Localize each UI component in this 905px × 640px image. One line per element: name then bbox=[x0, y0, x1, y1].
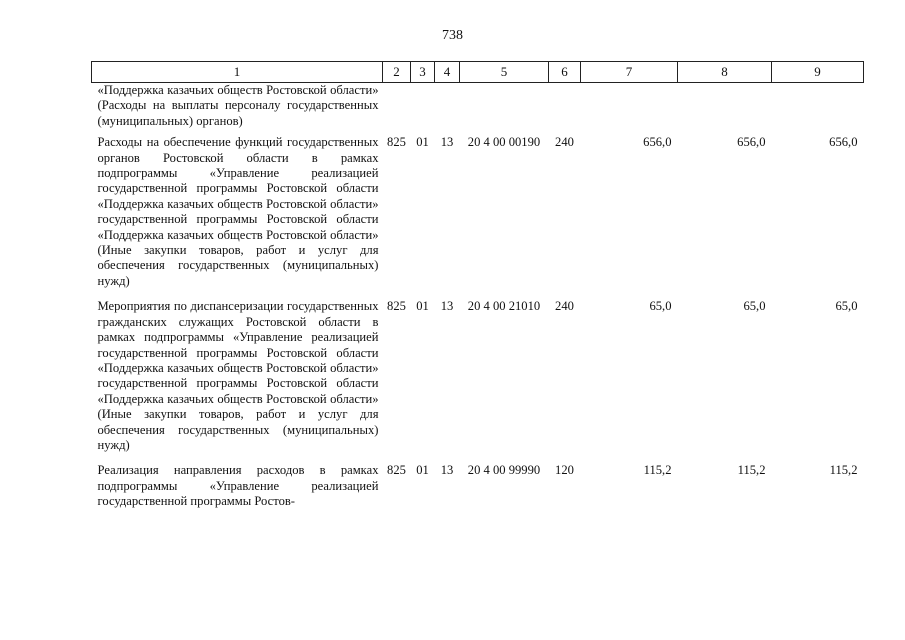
row-expense-type-code: 240 bbox=[555, 299, 574, 314]
header-col-subsection: 4 bbox=[435, 62, 460, 83]
header-col-description: 1 bbox=[92, 62, 383, 83]
table-row bbox=[92, 463, 864, 509]
row-subsection-code: 13 bbox=[440, 463, 454, 478]
header-col-section: 3 bbox=[411, 62, 435, 83]
table-row bbox=[92, 299, 864, 463]
row-amount-3: 115,2 bbox=[829, 463, 858, 478]
row-section-code: 01 bbox=[416, 299, 429, 314]
row-amount-2 bbox=[678, 83, 772, 136]
row-target-item-code bbox=[460, 83, 549, 136]
row-amount-1: 656,0 bbox=[643, 135, 672, 150]
row-section-code: 01 bbox=[416, 463, 429, 478]
row-description: Мероприятия по диспансеризации государственных гражданских служащих Ростовской области в рамках подпрограммы «Управление реализацией государственной программы Ростовской области «Поддержка казачьих обществ Ростовской области» государственной программы Ростовской области «Поддержка казачьих обществ Ростовской области» (Иные закупки товаров, работ и услуг для обеспечения государственных (муниципальных) нужд) bbox=[97, 299, 379, 452]
row-expense-type-code: 240 bbox=[555, 135, 574, 150]
page-number: 738 bbox=[442, 28, 463, 43]
row-amount-3: 656,0 bbox=[829, 135, 858, 150]
header-col-target-item: 5 bbox=[460, 62, 549, 83]
row-amount-1: 65,0 bbox=[649, 299, 672, 314]
header-col-expense-type: 6 bbox=[549, 62, 581, 83]
row-description: Реализация направления расходов в рамках подпрограммы «Управление реализацией государственной программы Ростов- bbox=[97, 463, 379, 509]
row-section-code: 01 bbox=[416, 135, 429, 150]
row-subsection-code: 13 bbox=[440, 299, 454, 314]
row-amount-1 bbox=[581, 83, 678, 136]
row-description: «Поддержка казачьих обществ Ростовской области» (Расходы на выплаты персоналу государственных (муниципальных) органов) bbox=[97, 83, 379, 128]
table-header-row bbox=[92, 62, 864, 83]
row-ministry-code bbox=[383, 83, 411, 136]
row-subsection-code: 13 bbox=[440, 135, 454, 150]
row-description: Расходы на обеспечение функций государственных органов Ростовской области в рамках подпрограммы «Управление реализацией государственной программы Ростовской области «Поддержка казачьих обществ Ростовской области» государственной программы Ростовской области «Поддержка казачьих обществ Ростовской области» (Иные закупки товаров, работ и услуг для обеспечения государственных (муниципальных) нужд) bbox=[97, 135, 379, 288]
row-target-item-code: 20 4 00 99990 bbox=[467, 463, 541, 478]
row-amount-2: 65,0 bbox=[743, 299, 766, 314]
row-amount-2: 115,2 bbox=[737, 463, 766, 478]
row-section-code bbox=[411, 83, 435, 136]
row-target-item-code: 20 4 00 00190 bbox=[467, 135, 541, 150]
table-row bbox=[92, 83, 864, 136]
table-row bbox=[92, 135, 864, 299]
row-ministry-code: 825 bbox=[387, 135, 406, 150]
row-ministry-code: 825 bbox=[387, 299, 406, 314]
row-expense-type-code: 120 bbox=[555, 463, 574, 478]
header-col-ministry: 2 bbox=[383, 62, 411, 83]
row-subsection-code bbox=[435, 83, 460, 136]
budget-table bbox=[91, 61, 864, 510]
row-ministry-code: 825 bbox=[387, 463, 406, 478]
row-target-item-code: 20 4 00 21010 bbox=[467, 299, 541, 314]
header-col-amount-1: 7 bbox=[581, 62, 678, 83]
row-expense-type-code bbox=[549, 83, 581, 136]
header-col-amount-3: 9 bbox=[772, 62, 864, 83]
header-col-amount-2: 8 bbox=[678, 62, 772, 83]
row-amount-2: 656,0 bbox=[737, 135, 766, 150]
row-amount-3 bbox=[772, 83, 864, 136]
row-amount-3: 65,0 bbox=[835, 299, 858, 314]
row-amount-1: 115,2 bbox=[643, 463, 672, 478]
